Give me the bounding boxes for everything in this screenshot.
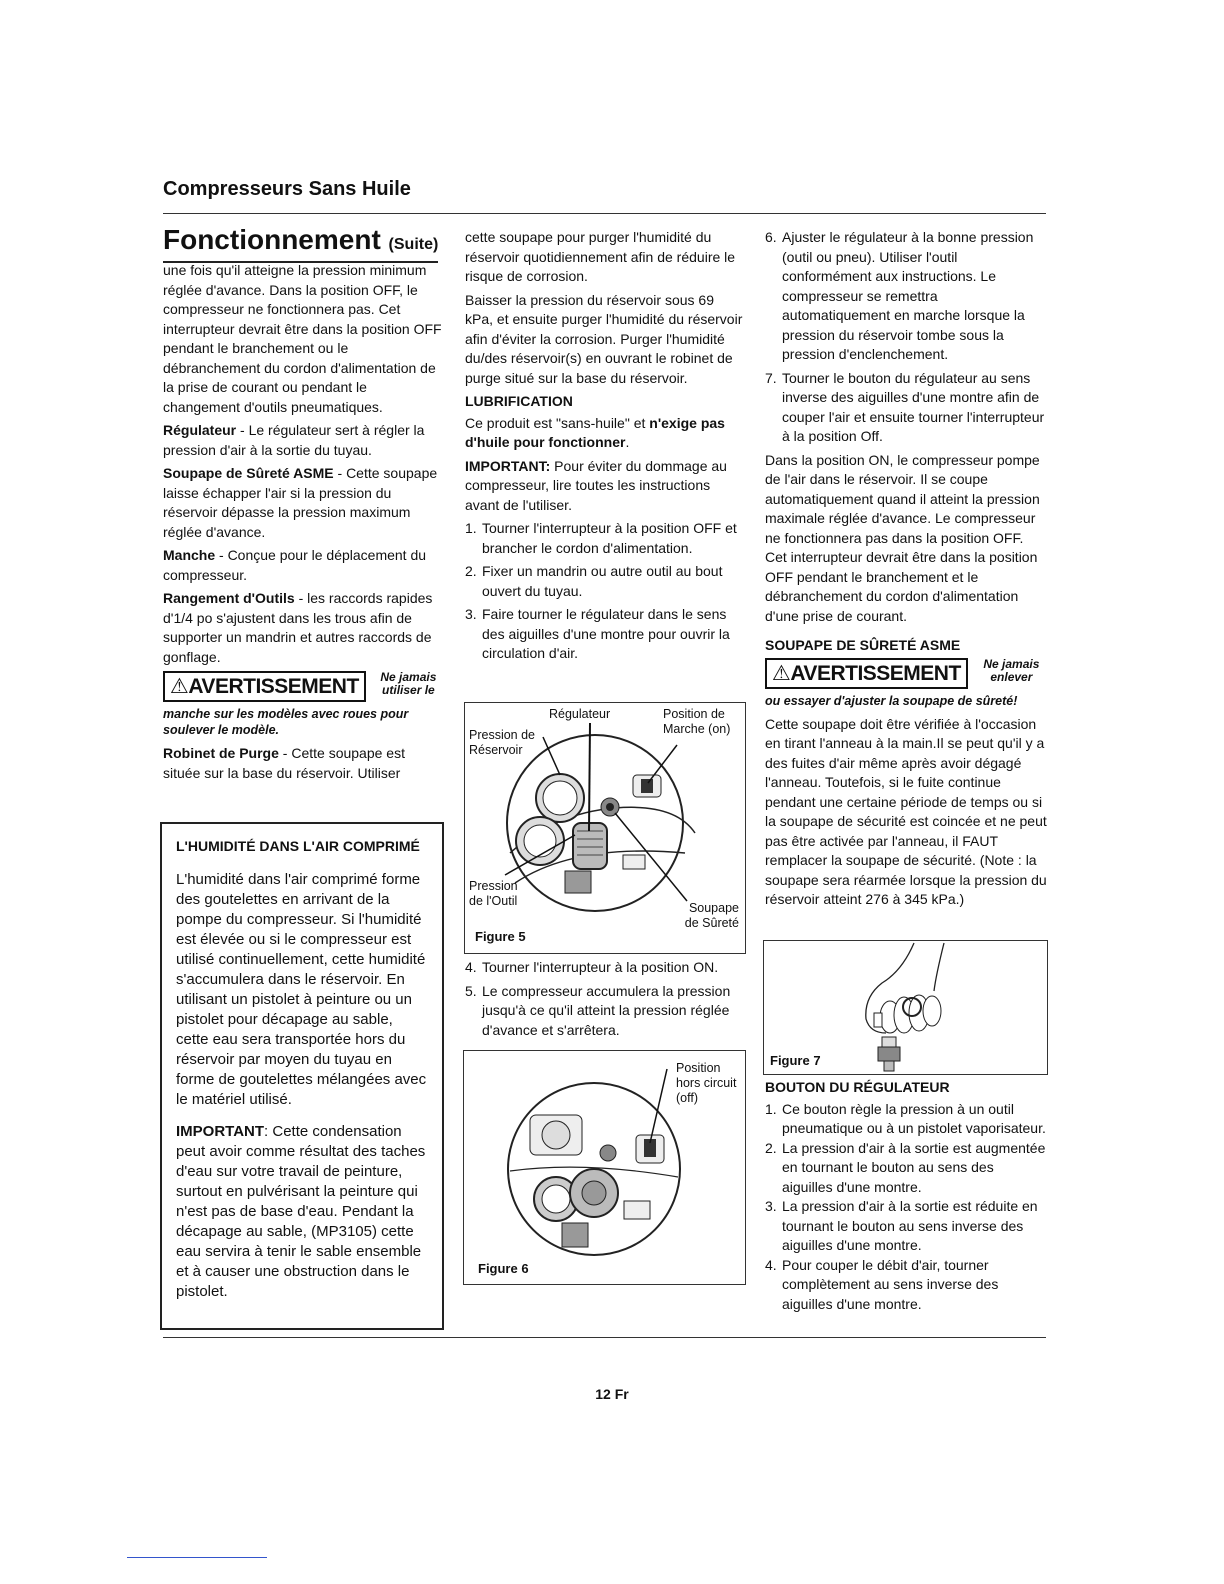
col1-robinet — [163, 744, 443, 783]
page-number: 12 Fr — [595, 1386, 629, 1402]
step-item — [765, 1256, 1047, 1315]
steps-list-b — [465, 958, 745, 1040]
step-text: Ce bouton règle la pression à un outil pneumatique ou à un pistolet vaporisateur. — [782, 1100, 1046, 1136]
col1-regulateur — [163, 421, 443, 460]
term-soupape: Soupape de Sûreté ASME — [163, 465, 334, 481]
text-regulateur: - Le régulateur sert à régler la pression d'air à la sortie du tuyau. — [163, 422, 425, 458]
step-item — [765, 228, 1047, 365]
column-2 — [465, 228, 745, 668]
warning-label: ⚠AVERTISSEMENT — [163, 671, 366, 702]
step-item — [465, 605, 745, 664]
col3-paragraph-soupape: Cette soupape doit être vérifiée à l'occasion en tirant l'anneau à la main.Il se peut qu'il y a des fuites d'air même après avoir dégagé l'anneau. Toutefois, si le fuite continue pendant une certaine période de temps ou si la soupape de sécurité est coincée et ne peut pas être activée par l'anneau, il FAUT remplacer la soupape de sécurité. (Note : la soupape sera réarmée lorsque la pression du réservoir atteint 276 à 345 kPa.) — [765, 715, 1047, 907]
footer-rule — [163, 1337, 1046, 1338]
step-number: 1. — [765, 1100, 777, 1117]
label-regulateur: Régulateur — [549, 707, 611, 721]
bottom-link-underline — [127, 1557, 267, 1558]
step-item — [465, 982, 745, 1041]
figure-6 — [463, 1050, 746, 1285]
col1-rangement — [163, 589, 443, 667]
term-robinet: Robinet de Purge — [163, 745, 279, 761]
warning-continuation: ou essayer d'ajuster la soupape de sûreté! — [765, 693, 1018, 708]
text-robinet: - Cette soupape est située sur la base du réservoir. Utiliser — [163, 745, 405, 781]
text-manche: - Conçue pour le déplacement du compresseur. — [163, 547, 427, 583]
text-important: : Cette condensation peut avoir comme résultat des taches d'eau sur votre travail de peinture, surtout en pulvérisant la peinture qui n'est pas de base d'eau. Pendant la décapage au sable, (MP3105) cette eau servira à tenir le sable ensemble et à causer une obstruction dans le pistolet. — [176, 1123, 426, 1300]
step-number: 1. — [465, 520, 477, 536]
col2-paragraph-2: Baisser la pression du réservoir sous 69 kPa, et ensuite purger l'humidité du réservoir afin d'éviter la corrosion. Purger l'humidité du/des réservoir(s) en ouvrant le robinet de purge situé sur la base du réservoir. — [465, 291, 743, 386]
column-2-continued — [465, 958, 745, 1044]
column-3-continued — [765, 1078, 1047, 1314]
column-3 — [765, 228, 1047, 914]
col3-paragraph-on: Dans la position ON, le compresseur pompe de l'air dans le réservoir. Il se coupe automatiquement quand il atteint la pression maximale réglée d'avance. Le compresseur ne fonctionnera pas dans la position OFF. Cet interrupteur devrait être dans la position OFF pendant le branchement et le débranchement du cordon d'alimentation d'une prise de courant. — [765, 451, 1040, 624]
term-important: IMPORTANT — [176, 1123, 265, 1140]
step-text: Fixer un mandrin ou autre outil au bout ouvert du tuyau. — [482, 563, 723, 599]
step-text: Faire tourner le régulateur dans le sens des aiguilles d'une montre pour ouvrir la circulation d'air. — [482, 606, 730, 661]
step-number: 7. — [765, 369, 777, 386]
step-text: Tourner l'interrupteur à la position ON. — [482, 959, 719, 975]
figure-7 — [763, 940, 1048, 1075]
step-text: La pression d'air à la sortie est augmentée en tournant le bouton au sens des aiguilles d'une montre. — [782, 1139, 1046, 1195]
col2-important — [465, 457, 745, 516]
step-number: 4. — [465, 959, 477, 975]
page-header-title: Compresseurs Sans Huile — [163, 178, 411, 200]
bouton-steps-list — [765, 1100, 1047, 1315]
label-pression-outil: Pression de l'Outil — [469, 879, 518, 908]
steps-list-c — [765, 228, 1047, 447]
col1-soupape — [163, 464, 443, 542]
step-text: Tourner l'interrupteur à la position OFF et brancher le cordon d'alimentation. — [482, 520, 737, 556]
step-item — [765, 1139, 1047, 1198]
warning-manche — [163, 671, 443, 702]
step-item — [765, 1100, 1047, 1139]
term-rangement: Rangement d'Outils — [163, 590, 295, 606]
step-number: 3. — [765, 1198, 777, 1214]
figure-7-caption: Figure 7 — [770, 1053, 821, 1068]
warning-soupape — [765, 658, 1047, 689]
step-text: Tourner le bouton du régulateur au sens inverse des aiguilles d'une montre afin de couper l'air et ensuite tourner l'interrupteur à la position Off. — [782, 369, 1045, 444]
step-number: 5. — [465, 982, 477, 999]
steps-list-a — [465, 519, 745, 664]
label-soupape: Soupape de Sûreté — [684, 901, 739, 930]
col1-paragraph: une fois qu'il atteigne la pression minimum réglée d'avance. Dans la position OFF, le compresseur ne fonctionnera pas. Cet interrupteur devrait être dans la position OFF pendant le branchement ou le débranchement du cordon d'alimentation de la prise de courant ou pendant le changement d'outils pneumatiques. — [163, 262, 442, 415]
step-text: La pression d'air à la sortie est réduite en tournant le bouton au sens inverse des aiguilles d'une montre. — [782, 1198, 1038, 1253]
soupape-heading: SOUPAPE DE SÛRETÉ ASME — [765, 637, 961, 653]
section-title — [163, 224, 438, 263]
figure-6-caption: Figure 6 — [478, 1261, 529, 1276]
lub-text-a: Ce produit est "sans-huile" et — [465, 414, 650, 431]
figure-5-caption: Figure 5 — [475, 929, 526, 944]
humidity-paragraph: L'humidité dans l'air comprimé forme des goutelettes en arrivant de la pompe du compresseur. Si l'humidité est élevée ou si le compresseur est utilisé continuellement, cette humidité s'accumulera dans le réservoir. En utilisant un pistolet à peinture ou un pistolet pour décapage au sable, cette eau sera transportée hors du réservoir par moyen du tuyau en forme de goutelettes mélangées avec le matériel utilisé. — [176, 871, 427, 1108]
humidity-box-title: L'HUMIDITÉ DANS L'AIR COMPRIMÉ — [176, 838, 420, 854]
label-position-off: Position hors circuit (off) — [676, 1061, 737, 1105]
label-position-marche: Position de Marche (on) — [663, 707, 731, 736]
lub-text-b: n'exige pas d'huile pour fonctionner — [465, 414, 725, 450]
step-number: 3. — [465, 606, 477, 622]
step-number: 2. — [765, 1139, 777, 1156]
step-item — [465, 519, 745, 558]
humidity-box — [160, 822, 444, 1330]
step-text: Le compresseur accumulera la pression jusqu'à ce qu'il atteint la pression réglée d'avance et s'arrêtera. — [482, 982, 731, 1038]
humidity-important — [176, 1122, 428, 1302]
lubrification-text — [465, 414, 745, 453]
text-soupape: - Cette soupape laisse échapper l'air si la pression du réservoir dépasse la pression maximum réglée d'avance. — [163, 465, 438, 540]
col1-manche — [163, 546, 443, 585]
warning-side-text: Ne jamais utiliser le — [380, 670, 437, 697]
header-rule — [163, 213, 1046, 214]
step-text: Ajuster le régulateur à la bonne pression (outil ou pneu). Utiliser l'outil conformément aux instructions. Le compresseur se remettra automatiquement en marche lorsque la pression du réservoir tombe sous la pression d'enclenchement. — [782, 229, 1034, 362]
label-pression-reservoir: Pression de Réservoir — [469, 728, 536, 757]
text-important-2: Pour éviter du dommage au compresseur, lire toutes les instructions avant de l'utiliser. — [465, 457, 727, 513]
step-item — [765, 1197, 1047, 1256]
step-number: 4. — [765, 1256, 777, 1273]
step-number: 6. — [765, 229, 777, 245]
term-manche: Manche — [163, 547, 216, 563]
column-1 — [163, 261, 443, 787]
lub-text-c: . — [625, 434, 630, 450]
warning-side-text: Ne jamais enlever — [983, 656, 1040, 684]
bouton-heading: BOUTON DU RÉGULATEUR — [765, 1079, 950, 1095]
step-item — [465, 958, 745, 978]
figure-5 — [464, 702, 746, 954]
step-item — [465, 562, 745, 601]
step-number: 2. — [465, 563, 477, 579]
text-rangement: - les raccords rapides d'1/4 po s'ajustent dans les trous afin de supporter un mandrin et autres raccords de gonflage. — [163, 590, 433, 665]
term-important-2: IMPORTANT: — [465, 457, 551, 474]
lubrification-heading: LUBRIFICATION — [465, 393, 573, 409]
warning-label: ⚠AVERTISSEMENT — [765, 658, 968, 689]
step-item — [765, 369, 1047, 447]
section-title-suffix: (Suite) — [388, 236, 439, 253]
warning-continuation: manche sur les modèles avec roues pour soulever le modèle. — [163, 707, 409, 737]
step-text: Pour couper le débit d'air, tourner complètement au sens inverse des aiguilles d'une montre. — [782, 1256, 999, 1312]
col2-paragraph-1: cette soupape pour purger l'humidité du réservoir quotidiennement afin de réduire le risque de corrosion. — [465, 229, 736, 284]
term-regulateur: Régulateur — [163, 422, 237, 438]
section-title-text: Fonctionnement — [163, 224, 381, 255]
